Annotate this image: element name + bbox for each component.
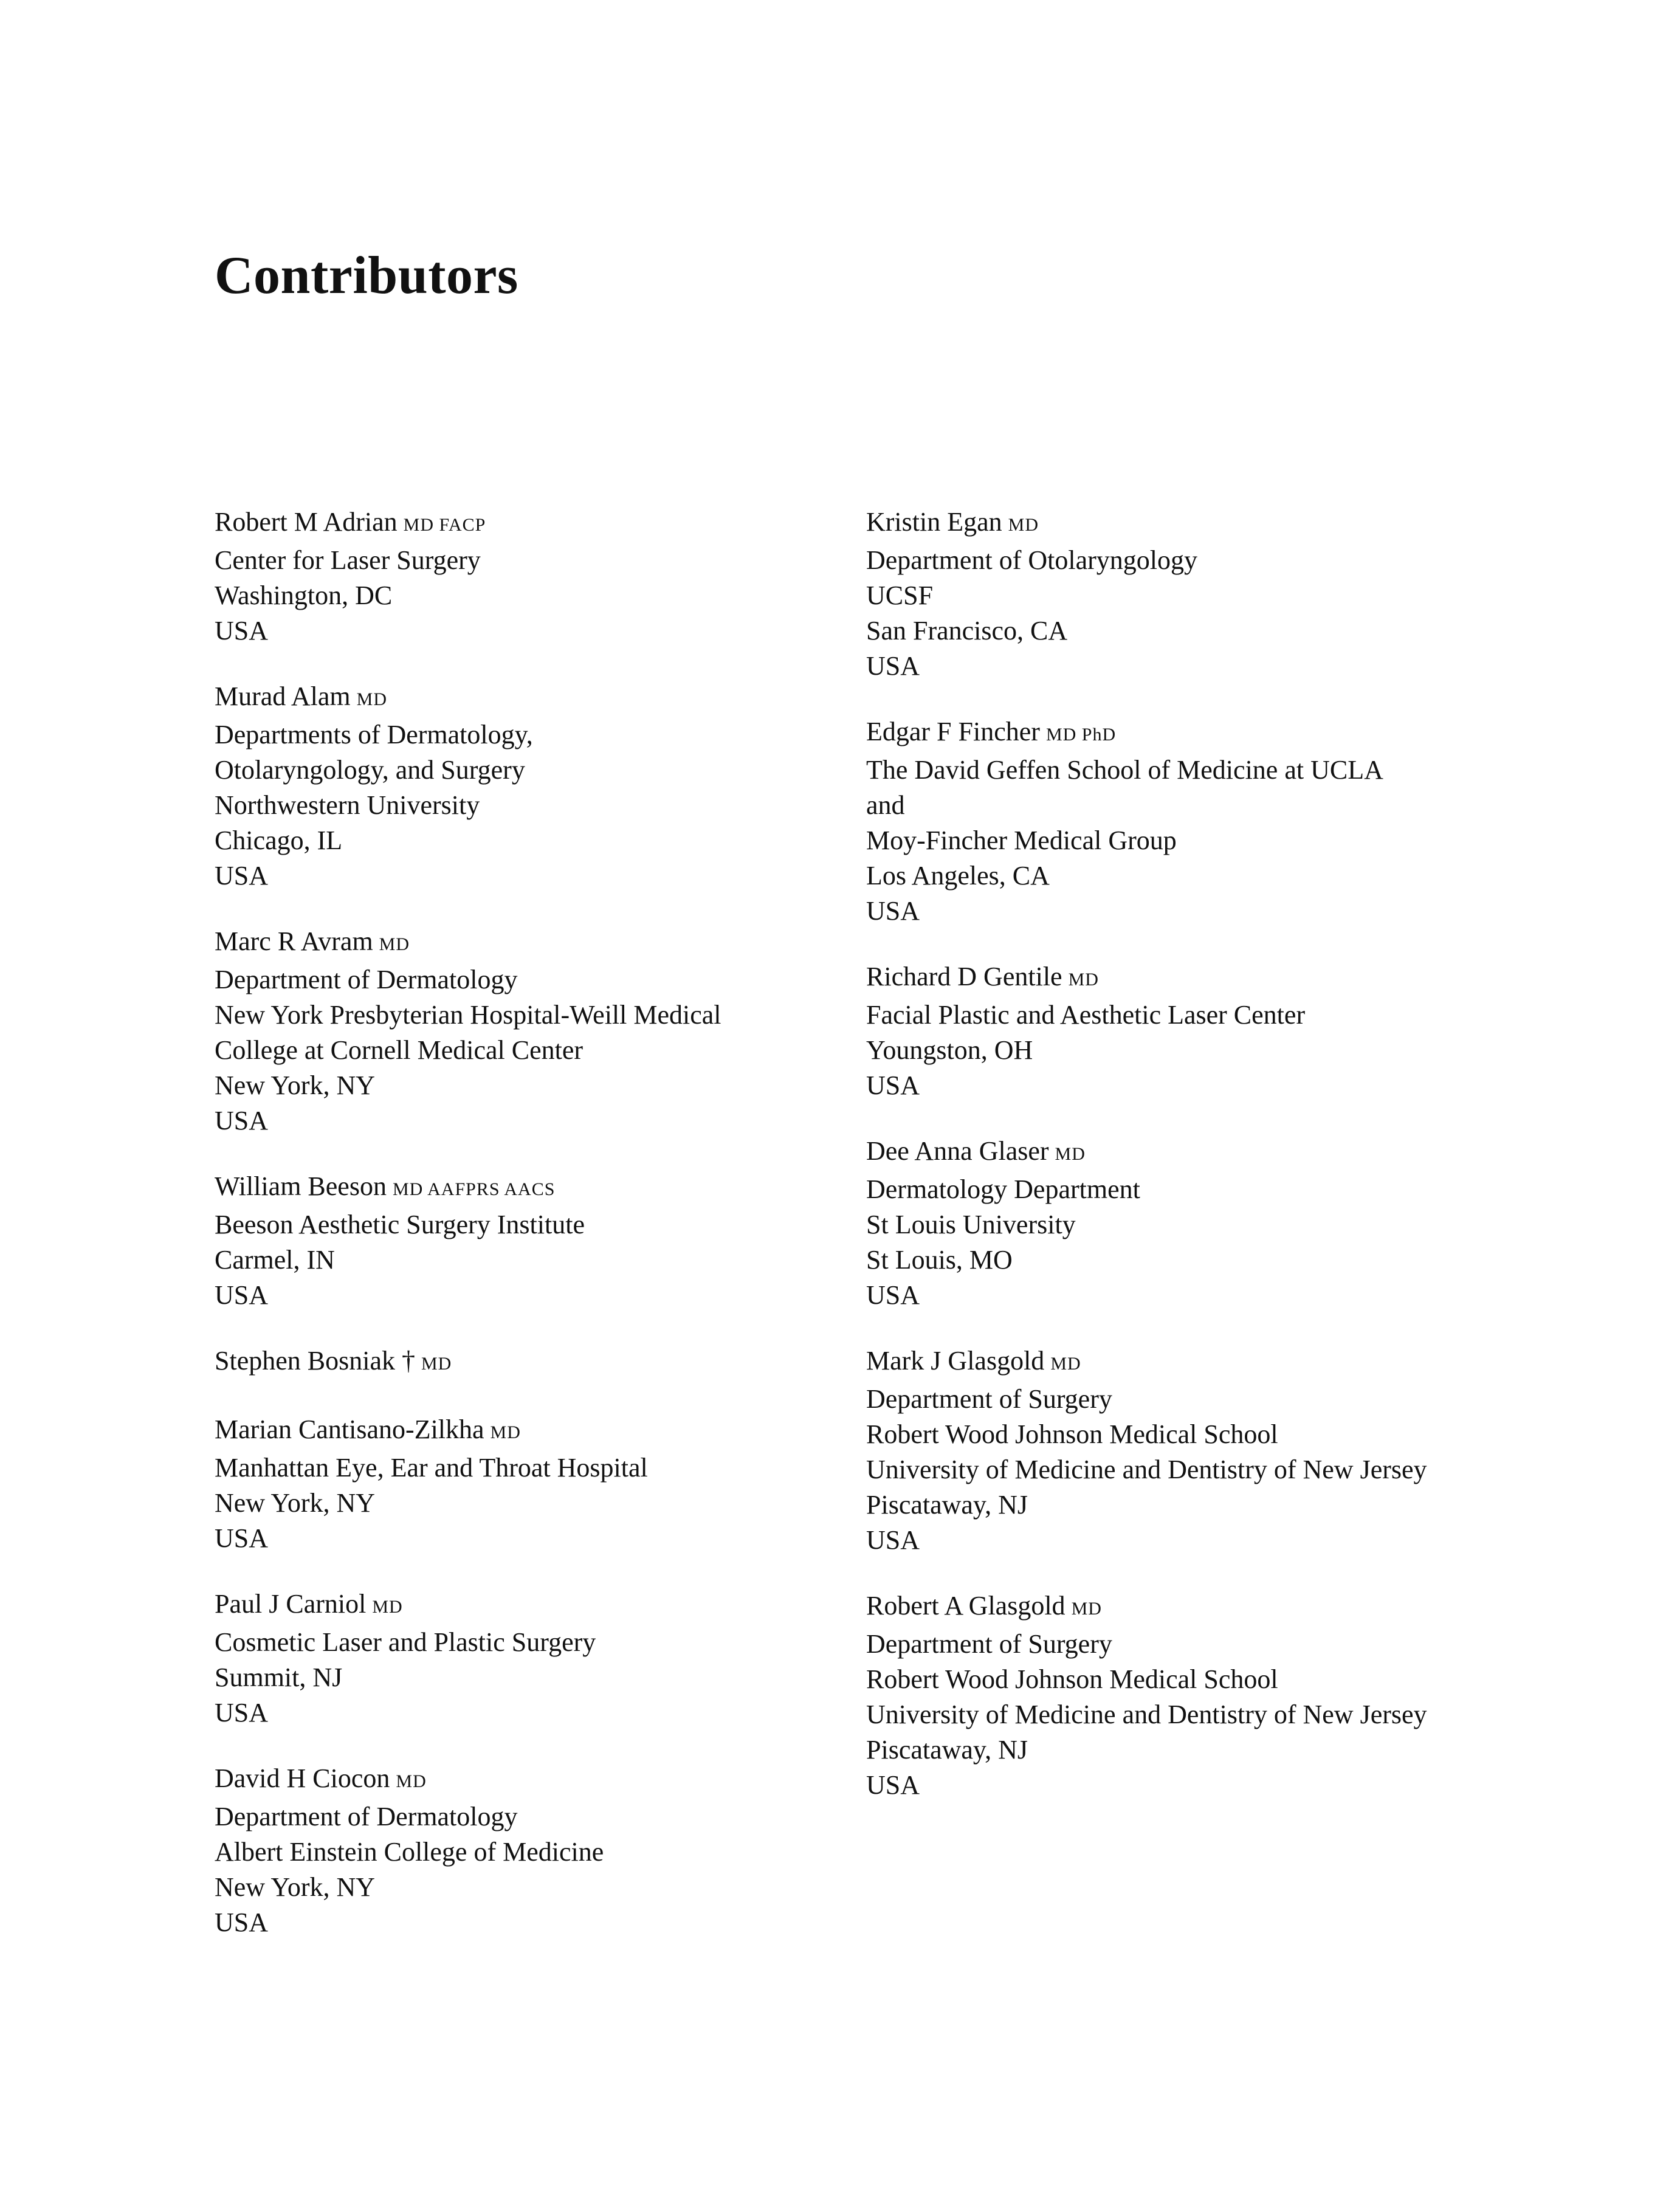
contributor-name: Marc R Avram — [215, 926, 373, 956]
affiliation-line: University of Medicine and Dentistry of New Jersey — [866, 1700, 1427, 1729]
affiliation-line: USA — [215, 1106, 269, 1135]
contributor-name-line — [866, 505, 1474, 543]
affiliation-line: USA — [215, 1523, 269, 1553]
affiliation-line: Moy-Fincher Medical Group — [866, 825, 1177, 855]
affiliation-line: Department of Surgery — [866, 1629, 1112, 1659]
contributor-entry — [215, 1586, 822, 1731]
contributor-name: Edgar F Fincher — [866, 717, 1040, 746]
affiliation-line: Department of Surgery — [866, 1384, 1112, 1414]
affiliation-line: University of Medicine and Dentistry of New Jersey — [866, 1455, 1427, 1484]
affiliation-line: St Louis, MO — [866, 1245, 1013, 1275]
affiliation-line: Department of Dermatology — [215, 1802, 518, 1831]
contributor-entry — [866, 505, 1474, 684]
affiliation-line: USA — [215, 1280, 269, 1310]
affiliation-line: USA — [866, 896, 920, 926]
contributor-name-line — [215, 1343, 822, 1382]
affiliation-line: Summit, NJ — [215, 1662, 343, 1692]
affiliation-line: New York, NY — [215, 1070, 376, 1100]
affiliation-line: Facial Plastic and Aesthetic Laser Center — [866, 1000, 1306, 1030]
contributor-name-line — [215, 1761, 822, 1799]
affiliation-line: College at Cornell Medical Center — [215, 1035, 584, 1065]
contributor-entry — [215, 505, 822, 649]
contributor-name-line — [866, 1588, 1474, 1627]
affiliation-line: USA — [866, 1280, 920, 1310]
affiliation-line: Robert Wood Johnson Medical School — [866, 1664, 1278, 1694]
affiliation-line: Center for Laser Surgery — [215, 545, 481, 575]
contributor-entry — [215, 1343, 822, 1382]
affiliation-line: New York, NY — [215, 1488, 376, 1518]
contributor-credentials: MD — [372, 1597, 403, 1617]
contributors-column-left — [215, 505, 822, 1971]
contributor-name: Robert M Adrian — [215, 507, 398, 537]
affiliation-line: USA — [215, 861, 269, 891]
affiliation-line: USA — [215, 1907, 269, 1937]
contributor-name-line — [866, 1134, 1474, 1172]
affiliation-line: Washington, DC — [215, 581, 393, 610]
affiliation-line: Carmel, IN — [215, 1245, 335, 1275]
affiliation-line: Northwestern University — [215, 790, 480, 820]
contributor-credentials: MD AAFPRS AACS — [392, 1179, 556, 1199]
contributor-name: Robert A Glasgold — [866, 1591, 1065, 1621]
affiliation-line: USA — [866, 1070, 920, 1100]
affiliation-line: St Louis University — [866, 1210, 1076, 1239]
contributor-name: Kristin Egan — [866, 507, 1002, 537]
contributor-name: Dee Anna Glaser — [866, 1136, 1049, 1166]
contributor-name: Stephen Bosniak † — [215, 1346, 415, 1376]
contributor-entry — [215, 1761, 822, 1940]
contributors-column-right — [866, 505, 1474, 1833]
affiliation-line: Otolaryngology, and Surgery — [215, 755, 525, 785]
affiliation-line: New York Presbyterian Hospital-Weill Medical — [215, 1000, 721, 1030]
affiliation-line: Departments of Dermatology, — [215, 720, 533, 749]
contributor-entry — [215, 679, 822, 894]
page-title: Contributors — [215, 246, 518, 305]
contributor-credentials: MD — [1008, 515, 1039, 535]
contributor-credentials: MD — [396, 1771, 427, 1791]
affiliation-line: Piscataway, NJ — [866, 1490, 1028, 1520]
affiliation-line: and — [866, 790, 905, 820]
affiliation-line: USA — [866, 1770, 920, 1800]
affiliation-line: Piscataway, NJ — [866, 1735, 1028, 1765]
affiliation-line: Cosmetic Laser and Plastic Surgery — [215, 1627, 596, 1657]
contributor-name: Murad Alam — [215, 681, 351, 711]
contributor-credentials: MD PhD — [1045, 725, 1117, 745]
contributor-name: Mark J Glasgold — [866, 1346, 1045, 1376]
contributor-name-line — [215, 1412, 822, 1450]
affiliation-line: Chicago, IL — [215, 825, 343, 855]
affiliation-line: Department of Dermatology — [215, 965, 518, 994]
contributor-name: David H Ciocon — [215, 1763, 390, 1793]
contributor-entry — [215, 1412, 822, 1556]
contributor-name: Richard D Gentile — [866, 962, 1062, 991]
affiliation-line: USA — [866, 651, 920, 681]
affiliation-line: Manhattan Eye, Ear and Throat Hospital — [215, 1453, 648, 1483]
affiliation-line: UCSF — [866, 581, 934, 610]
contributor-credentials: MD — [1050, 1354, 1081, 1374]
contributor-name-line — [215, 679, 822, 717]
contributor-entry — [866, 1588, 1474, 1803]
affiliation-line: Youngston, OH — [866, 1035, 1033, 1065]
contributor-credentials: MD — [421, 1354, 452, 1374]
contributor-name: Marian Cantisano-Zilkha — [215, 1414, 484, 1444]
contributor-entry — [866, 959, 1474, 1103]
contributor-credentials: MD — [1068, 970, 1099, 990]
contributor-credentials: MD — [1071, 1599, 1102, 1619]
affiliation-line: USA — [215, 616, 269, 646]
contributor-name-line — [215, 1586, 822, 1625]
affiliation-line: Beeson Aesthetic Surgery Institute — [215, 1210, 585, 1239]
contributor-entry — [215, 924, 822, 1139]
contributor-credentials: MD — [379, 934, 410, 954]
contributor-name: William Beeson — [215, 1171, 387, 1201]
contributor-entry — [866, 1343, 1474, 1558]
contributor-credentials: MD — [356, 689, 387, 709]
contributor-credentials: MD — [490, 1422, 521, 1442]
contributor-name-line — [215, 924, 822, 962]
affiliation-line: Los Angeles, CA — [866, 861, 1050, 891]
contributor-name-line — [866, 959, 1474, 997]
contributor-name-line — [215, 505, 822, 543]
contributor-name-line — [866, 714, 1474, 753]
contributor-entry — [866, 714, 1474, 929]
contributor-name-line — [215, 1169, 822, 1207]
contributor-entry — [215, 1169, 822, 1313]
affiliation-line: Dermatology Department — [866, 1174, 1140, 1204]
contributor-credentials: MD FACP — [403, 515, 486, 535]
contributor-name-line — [866, 1343, 1474, 1382]
affiliation-line: Robert Wood Johnson Medical School — [866, 1419, 1278, 1449]
contributor-name: Paul J Carniol — [215, 1589, 367, 1619]
affiliation-line: Department of Otolaryngology — [866, 545, 1197, 575]
affiliation-line: Albert Einstein College of Medicine — [215, 1837, 604, 1867]
affiliation-line: San Francisco, CA — [866, 616, 1068, 646]
affiliation-line: USA — [866, 1525, 920, 1555]
affiliation-line: USA — [215, 1698, 269, 1728]
affiliation-line: The David Geffen School of Medicine at UCLA — [866, 755, 1383, 785]
contributor-entry — [866, 1134, 1474, 1313]
contributor-credentials: MD — [1055, 1144, 1086, 1164]
affiliation-line: New York, NY — [215, 1872, 376, 1902]
